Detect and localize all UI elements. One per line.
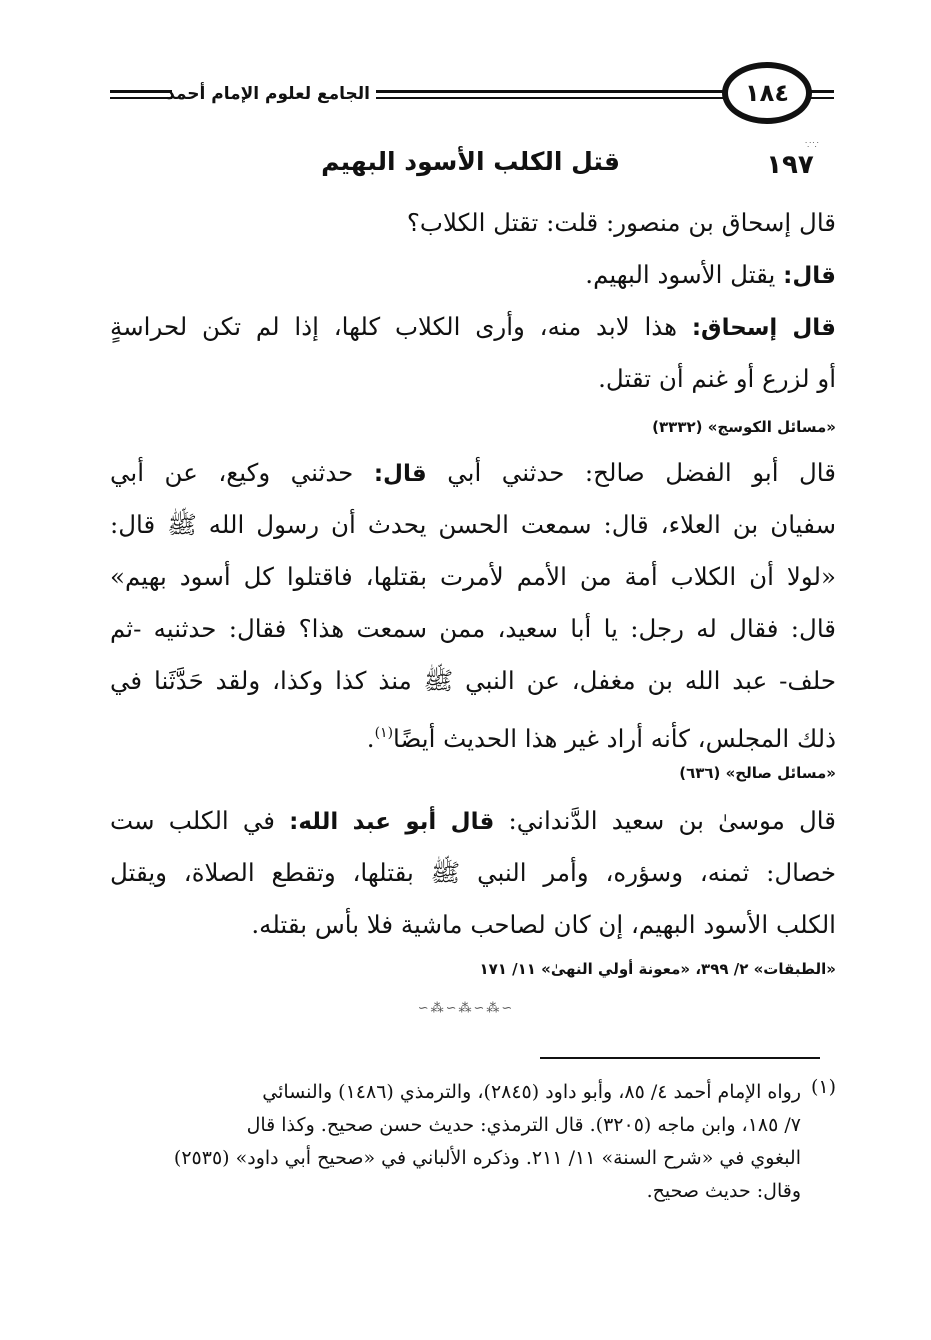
footnote-line [110,1142,801,1175]
text-run: سفيان بن العلاء، قال: سمعت الحسن يحدث أن رسول الله ﷺ قال: [110,510,836,539]
section-number: ١٩٧ [766,150,814,180]
footnote-reference[interactable]: (١) [374,725,394,741]
source-citation: «الطبقات» ٢/ ٣٩٩، «معونة أولي النهىٰ» ١١/ ١٧١ [479,960,836,978]
section-title: قتل الكلب الأسود البهيم [321,147,620,176]
text-run: قال: فقال له رجل: يا أبا سعيد، ممن سمعت هذا؟ فقال: حدثنيه -ثم [110,614,836,643]
text-run: في الكلب ست [110,806,275,835]
speaker-label: قال: [783,263,836,289]
speaker-label: قال إسحاق: [691,315,836,341]
text-run: يقتل الأسود البهيم. [585,260,776,289]
text-run: . [366,724,375,753]
text-run: رواه الإمام أحمد ٤/ ٨٥، وأبو داود (٢٨٤٥)، والترمذي (١٤٨٦) والنسائي [262,1081,801,1103]
footnote-line [110,1175,801,1208]
speaker-label: قال: [373,461,427,487]
speaker-label: قال أبو عبد الله: [289,809,495,835]
footnote-line [110,1076,801,1109]
text-run: قال موسىٰ بن سعيد الدَّنداني: [508,806,836,835]
section-end-ornament: ∽⁂∽⁂∽⁂∽ [417,1001,515,1016]
text-line [110,197,836,249]
page-number: ١٨٤ [745,79,789,107]
text-run: قال أبو الفضل صالح: حدثني أبي [447,458,836,487]
hadith-text-line [110,551,836,603]
header-rule-left-lower [110,97,172,99]
text-run: ذلك المجلس، كأنه أراد غير هذا الحديث أيضًا [393,724,836,753]
header-rule-right [810,90,834,93]
text-line [110,795,836,847]
footnote-line [110,1109,801,1142]
text-run: ٧/ ١٨٥، وابن ماجه (٣٢٠٥). قال الترمذي: حديث حسن صحيح. وكذا قال [246,1114,801,1136]
text-run: «لولا أن الكلاب أمة من الأمم لأمرت بقتلها، فاقتلوا كل أسود بهيم» [110,562,836,591]
text-line [110,603,836,655]
text-run: البغوي في «شرح السنة» ١١/ ٢١١. وذكره الألباني في «صحيح أبي داود» (٢٥٣٥) [173,1147,801,1169]
text-line [110,655,836,707]
text-line [110,499,836,551]
text-run: قال إسحاق بن منصور: قلت: تقتل الكلاب؟ [406,208,836,237]
source-citation: «مسائل صالح» (٦٣٦) [679,764,836,782]
text-line [110,899,836,951]
text-run: حدثني وكيع، عن أبي [110,458,354,487]
footnote-separator [540,1057,820,1059]
section-number-ornament: ∵∵ [805,140,820,151]
text-run: خصال: ثمنه، وسؤره، وأمر النبي ﷺ بقتلها، وتقطع الصلاة، ويقتل [110,858,836,887]
header-rule-right-lower [810,97,834,99]
source-citation: «مسائل الكوسج» (٣٣٣٢) [652,418,836,436]
header-rule-middle-lower [376,97,724,99]
text-run: الكلب الأسود البهيم، إن كان لصاحب ماشية فلا بأس بقتله. [251,910,836,939]
header-rule-left [110,90,172,93]
footnote-number: (١) [810,1076,836,1098]
text-line [110,447,836,499]
text-run: وقال: حديث صحيح. [646,1180,801,1202]
header-rule-middle [376,90,724,93]
page-number-badge [722,62,812,124]
text-line [110,249,836,301]
text-run: أو لزرع أو غنم أن تقتل. [598,364,836,393]
text-run: هذا لابد منه، وأرى الكلاب كلها، إذا لم تكن لحراسةٍ [110,312,678,341]
text-line [110,847,836,899]
text-line [110,301,836,353]
text-line [110,353,836,405]
text-line [110,707,836,759]
text-run: حلف- عبد الله بن مغفل، عن النبي ﷺ منذ كذا وكذا، ولقد حَدَّثَنا في [110,666,836,695]
running-title: الجامع لعلوم الإمام أحمد [166,84,370,104]
